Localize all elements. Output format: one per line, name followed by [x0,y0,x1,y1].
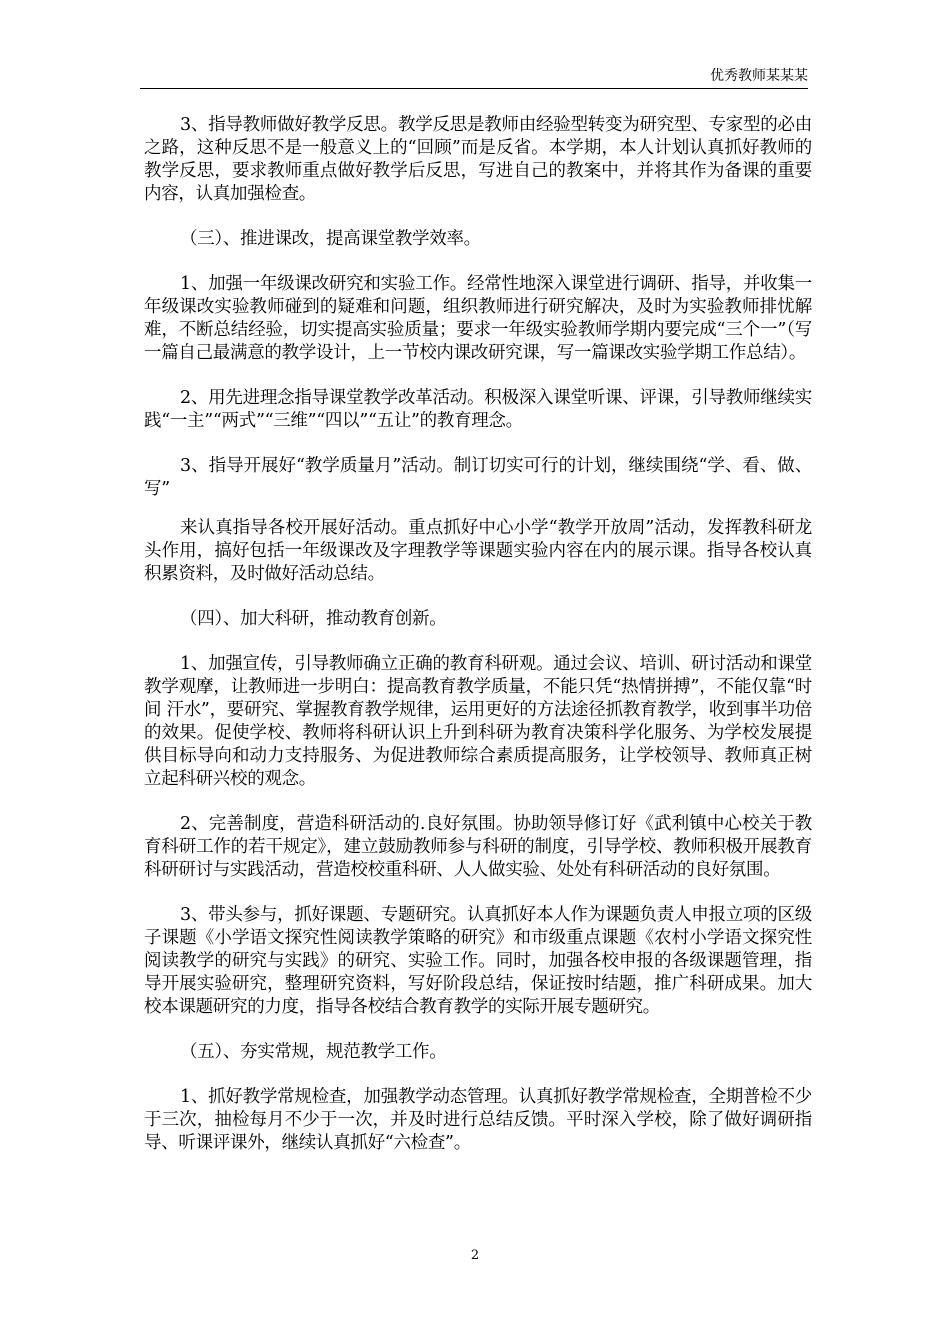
section-heading-4: （四）、加大科研，推动教育创新。 [180,609,447,629]
paragraph-quality-month: 3、指导开展好“教学质量月”活动。制订切实可行的计划，继续围绕“学、看、做、写” [144,456,812,499]
section-heading-5: （五）、夯实常规，规范教学工作。 [180,1042,447,1062]
page-number: 2 [470,1248,480,1263]
paragraph-research-system: 2、完善制度，营造科研活动的.良好氛围。协助领导修订好《武利镇中心校关于教育科研工作的若干规定》，建立鼓励教师参与科研的制度，引导学校、教师积极开展教育科研研讨与实践活动，营造校校重科研、人人做实验、处处有科研活动的良好氛围。 [144,814,812,880]
paragraph-curriculum-reform: 1、加强一年级课改研究和实验工作。经常性地深入课堂进行调研、指导，并收集一年级课改实验教师碰到的疑难和问题，组织教师进行研究解决，及时为实验教师排忧解难，不断总结经验，切实提高实验质量；要求一年级实验教师学期内要完成“三个一”（写一篇自己最满意的教学设计，上一节校内课改研究课，写一篇课改实验学期工作总结）。 [144,274,812,363]
page-header [140,66,808,89]
paragraph-routine-checks: 1、抓好教学常规检查，加强教学动态管理。认真抓好教学常规检查，全期普检不少于三次，抽检每月不少于一次，并及时进行总结反馈。平时深入学校，除了做好调研指导、听课评课外，继续认真抓好“六检查”。 [144,1087,812,1153]
header-title: 优秀教师某某某 [710,68,808,84]
paragraph-advanced-concepts: 2、用先进理念指导课堂教学改革活动。积极深入课堂听课、评课，引导教师继续实践“一主”“两式”“三维”“四以”“五让”的教育理念。 [144,388,812,431]
paragraph-research-awareness: 1、加强宣传，引导教师确立正确的教育科研观。通过会议、培训、研讨活动和课堂教学观摩，让教师进一步明白：提高教育教学质量，不能只凭“热情拼搏”，不能仅靠“时间 汗水”，要研究、掌握教育教学规律，运用更好的方法途径抓教育教学，收到事半功倍的效果。促使学校、教师将科研认识上升到科研为教育决策科学化服务、为学校发展提供目标导向和动力支持服务、为促进教师综合素质提高服务，让学校领导、教师真正树立起科研兴校的观念。 [144,654,812,789]
paragraph-reflection: 3、指导教师做好教学反思。教学反思是教师由经验型转变为研究型、专家型的必由之路，这种反思不是一般意义上的“回顾”而是反省。本学期，本人计划认真抓好教师的教学反思，要求教师重点做好教学后反思，写进自己的教案中，并将其作为备课的重要内容，认真加强检查。 [144,115,812,204]
document-body [144,114,812,1177]
paragraph-quality-month-cont: 来认真指导各校开展好活动。重点抓好中心小学“教学开放周”活动，发挥教科研龙头作用，搞好包括一年级课改及字理教学等课题实验内容在内的展示课。指导各校认真积累资料，及时做好活动总结。 [144,518,812,584]
section-heading-3: （三）、推进课改，提高课堂教学效率。 [180,229,481,249]
paragraph-research-projects: 3、带头参与，抓好课题、专题研究。认真抓好本人作为课题负责人申报立项的区级子课题《小学语文探究性阅读教学策略的研究》和市级重点课题《农村小学语文探究性阅读教学的研究与实践》的研究、实验工作。同时，加强各校申报的各级课题管理，指导开展实验研究，整理研究资料，写好阶段总结，保证按时结题，推广科研成果。加大校本课题研究的力度，指导各校结合教育教学的实际开展专题研究。 [144,905,812,1017]
